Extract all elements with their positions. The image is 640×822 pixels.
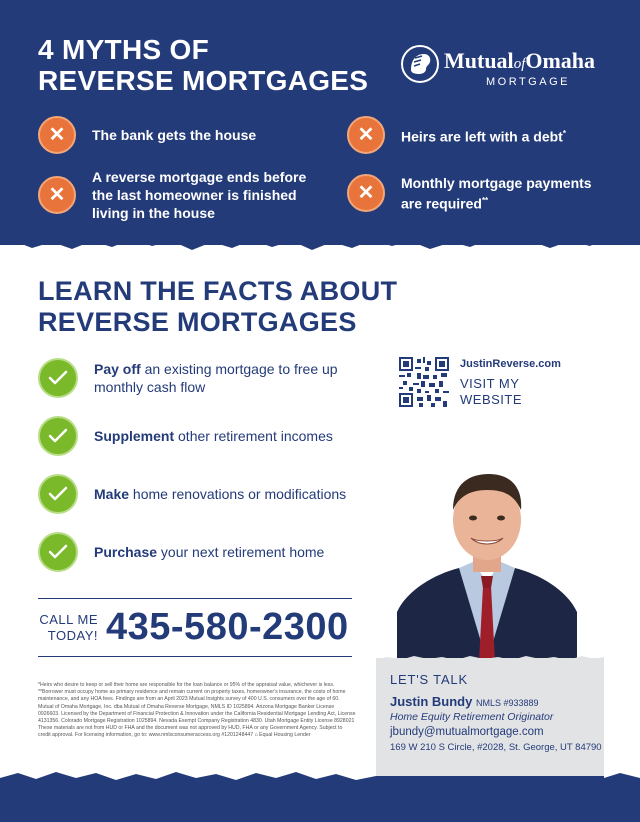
checkmark-icon: [38, 532, 78, 572]
x-circle-icon: ✕: [347, 116, 385, 154]
footnote-mark: *: [562, 128, 566, 138]
equal-housing-text: Equal Housing Lender: [259, 732, 311, 739]
fact-text: [94, 485, 346, 503]
torn-edge-top: [0, 226, 640, 266]
lets-talk-label: LET'S TALK: [390, 672, 468, 687]
myth-text-line: the last homeowner is finished: [92, 187, 297, 203]
myth-text-line: [401, 192, 592, 213]
myth-text-line: Monthly mortgage payments: [401, 175, 592, 191]
x-circle-icon: ✕: [347, 174, 385, 212]
cta-line: VISIT MY: [460, 376, 520, 391]
fact-text: [94, 427, 333, 445]
myth-item: [38, 168, 306, 222]
mutual-of-omaha-logo: [400, 44, 605, 94]
logo-subtitle: MORTGAGE: [486, 76, 570, 88]
facts-headline-line-1: LEARN THE FACTS ABOUT: [38, 276, 398, 306]
fact-item: [38, 532, 324, 572]
myth-text-line: living in the house: [92, 205, 215, 221]
checkmark-icon: [38, 474, 78, 514]
cta-line: WEBSITE: [460, 392, 523, 407]
disclaimer-text: *Heirs who desire to keep or sell their home are responsible for the loan balance or 95% of the appraisal value, whichever is less. **Borrower must occupy home as primary residence and remain current on property taxes, homeowner's insurance, the costs of home maintenance, and any HOA fees. Findings are from an April 2023 Mutual Insights survey of 400 U.S. consumers over the age of 60. Mutual of Omaha Mortgage, Inc. dba Mutual of Omaha Reverse Mortgage, NMLS ID 1025894. Arizona Mortgage Banker License 0926603. Licensed by the Department of Financial Protection & Innovation under the California Residential Mortgage Lending Act, License 4131356. Colorado Mortgage Registration 1025894. Nevada Exempt Company Registration 4830. Utah Mortgage Entity License 8928021 These materials are not from HUD or FHA and the document was not approved by HUD, FHA or any Government Agency. Subject to credit approval. For licensing information, go to: www.nmlsconsumeraccess.org #1201248447: [38, 682, 356, 739]
myth-text: [92, 168, 306, 222]
myth-text: [401, 125, 566, 146]
fact-rest: an existing mortgage to free up: [140, 361, 338, 377]
myth-text: The bank gets the house: [92, 127, 257, 143]
fact-text: [94, 360, 338, 396]
call-label-line: TODAY!: [47, 628, 98, 643]
equal-housing-icon: ⌂: [254, 732, 258, 739]
lion-head-icon: [400, 44, 440, 84]
call-me-label: [38, 612, 98, 644]
logo-word-mutual: Mutual: [444, 48, 514, 73]
facts-headline-line-2: REVERSE MORTGAGES: [38, 307, 357, 337]
logo-word-of: of: [513, 56, 526, 72]
myth-text: [401, 174, 592, 213]
call-label-line: CALL ME: [39, 612, 98, 627]
myth-text-main: Heirs are left with a debt: [401, 128, 563, 145]
logo-word-omaha: Omaha: [525, 48, 596, 73]
agent-nmls: NMLS #933889: [475, 698, 539, 708]
myth-text-main: are required: [401, 195, 482, 212]
x-circle-icon: ✕: [38, 176, 76, 214]
logo-wordmark: [444, 48, 595, 74]
fact-item: [38, 358, 338, 398]
fact-bold: Make: [94, 486, 130, 502]
fact-rest: other retirement incomes: [174, 428, 333, 444]
myth-item: [38, 116, 256, 154]
phone-number[interactable]: 435-580-2300: [106, 606, 349, 648]
fact-rest: your next retirement home: [157, 544, 325, 560]
fact-text: [94, 543, 324, 561]
agent-photo: [397, 462, 577, 662]
fact-rest: monthly cash flow: [94, 379, 206, 395]
agent-address: 169 W 210 S Circle, #2028, St. George, UT 84790: [390, 742, 602, 753]
myths-headline: [38, 34, 368, 96]
myth-text-line: A reverse mortgage ends before: [92, 169, 307, 185]
checkmark-icon: [38, 416, 78, 456]
fact-item: [38, 416, 333, 456]
agent-email[interactable]: jbundy@mutualmortgage.com: [390, 726, 544, 738]
myth-item: [347, 116, 566, 154]
fact-bold: Pay off: [94, 361, 141, 377]
website-url[interactable]: JustinReverse.com: [460, 358, 561, 370]
checkmark-icon: [38, 358, 78, 398]
myth-item: [347, 174, 592, 213]
fact-bold: Supplement: [94, 428, 175, 444]
headline-line-1: 4 MYTHS OF: [38, 34, 210, 65]
bottom-band: [0, 770, 640, 822]
agent-name: [390, 694, 539, 709]
footnote-mark: **: [481, 196, 489, 205]
divider-top: [38, 598, 352, 599]
agent-title: Home Equity Retirement Originator: [390, 711, 554, 723]
qr-code-icon[interactable]: [399, 357, 449, 407]
legal-disclaimer: [38, 682, 356, 740]
fact-bold: Purchase: [94, 544, 158, 560]
headline-line-2: REVERSE MORTGAGES: [38, 65, 369, 96]
fact-rest: home renovations or modifications: [129, 486, 347, 502]
divider-bottom: [38, 656, 352, 657]
visit-website-cta[interactable]: [460, 376, 540, 408]
facts-headline: [38, 276, 397, 338]
torn-edge-card: [376, 654, 604, 664]
agent-name-text: Justin Bundy: [390, 694, 473, 709]
fact-item: [38, 474, 346, 514]
x-circle-icon: ✕: [38, 116, 76, 154]
